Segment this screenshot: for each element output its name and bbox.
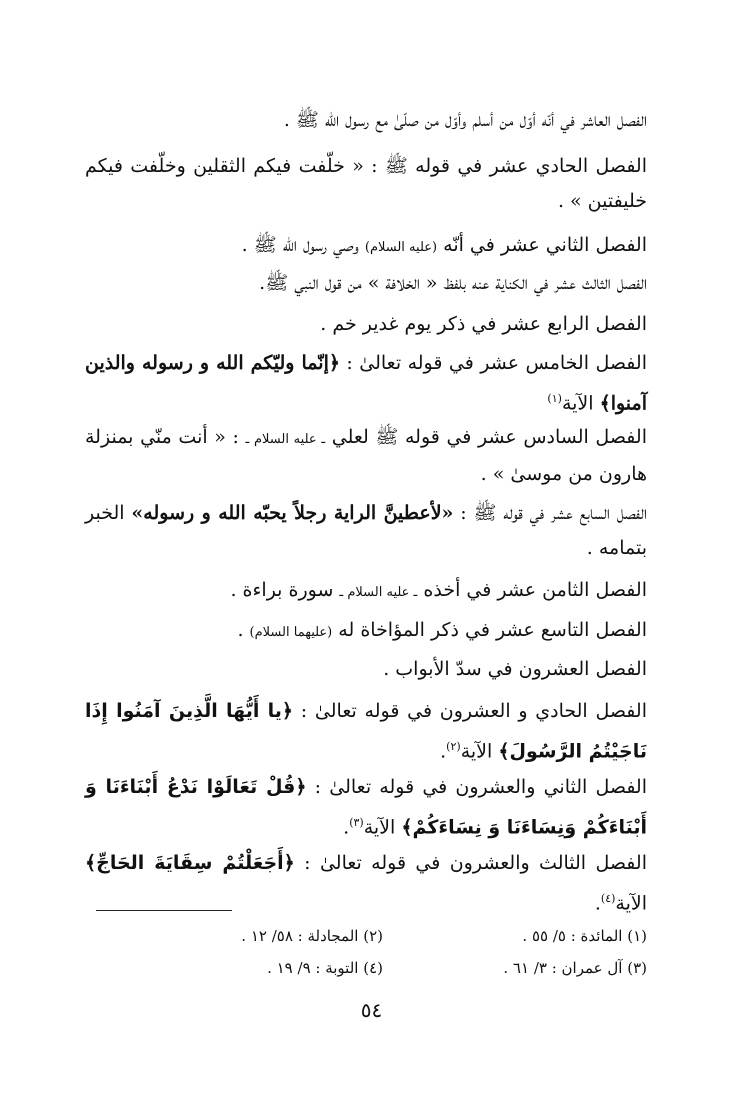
chapter-20-line bbox=[85, 652, 647, 687]
text-run: : « أنت منّي بمنزلة هارون من موسىٰ » . bbox=[85, 426, 647, 485]
text-run: (عليهما السلام) bbox=[249, 625, 333, 640]
text-run: «لأعطينَّ الراية رجلاً يحبّه الله و رسوله» bbox=[131, 502, 454, 524]
text-run: ﴿قُلْ تَعَالَوْا نَدْعُ أَبْنَاءَنَا وَ أَبْنَاءَكُمْ وَنِسَاءَنَا وَ نِسَاءَكُمْ﴾ bbox=[85, 776, 647, 839]
text-run: الفصل الثالث والعشرون في قوله تعالىٰ : bbox=[294, 852, 647, 874]
text-run: ـ عليه السلام ـ bbox=[245, 432, 326, 447]
text-run: الآية bbox=[561, 392, 600, 415]
chapter-22-line bbox=[85, 770, 647, 845]
chapter-15-line bbox=[85, 346, 647, 421]
chapter-10-line bbox=[85, 103, 647, 138]
chapter-16-line bbox=[85, 420, 647, 492]
text-run: ﴿يا أَيُّهَا الَّذِينَ آمَنُوا إِذَا نَاجَيْتُمُ الرَّسُولَ﴾ bbox=[85, 700, 647, 763]
footnote-2: (٢) المجادلة : ٥٨/ ١٢ . bbox=[241, 927, 383, 945]
chapter-17-line bbox=[85, 496, 647, 566]
footnote-1: (١) المائدة : ٥/ ٥٥ . bbox=[522, 927, 647, 945]
chapter-13-line bbox=[85, 266, 647, 301]
text-run: الفصل الثالث عشر في الكناية عنه بلفظ « الخلافة » من قول النبي ﷺ. bbox=[259, 272, 647, 294]
page-number: ٥٤ bbox=[360, 998, 383, 1022]
text-run: (٢) bbox=[446, 740, 461, 753]
text-run: الفصل الثامن عشر في أخذه bbox=[417, 579, 647, 601]
text-run: الفصل السادس عشر في قوله ﷺ لعلي bbox=[325, 426, 647, 448]
text-run: الفصل الحادي و العشرون في قوله تعالىٰ : bbox=[293, 700, 647, 722]
text-run: سورة براءة . bbox=[230, 579, 340, 601]
text-run: ﴿أَجَعَلْتُمْ سِقَايَةَ الحَاجِّ﴾ bbox=[85, 852, 295, 874]
text-run: الآية bbox=[460, 740, 499, 763]
chapter-19-line bbox=[85, 613, 647, 650]
footnote-4: (٤) التوبة : ٩/ ١٩ . bbox=[267, 959, 383, 977]
chapter-11-line bbox=[85, 149, 647, 219]
footnote-divider bbox=[96, 910, 232, 911]
text-run: الفصل الثاني عشر في أنّه bbox=[437, 234, 647, 256]
text-run: الآية bbox=[363, 816, 402, 839]
text-run: . bbox=[237, 619, 250, 641]
text-run: (٤) bbox=[600, 892, 616, 905]
text-run: الفصل العشرون في سدّ الأبواب . bbox=[383, 658, 647, 680]
text-run: الفصل السابع عشر في قوله ﷺ : bbox=[453, 502, 647, 524]
text-run: الفصل التاسع عشر في ذكر المؤاخاة له bbox=[332, 619, 647, 641]
text-run: (١) bbox=[547, 392, 562, 405]
text-run: الفصل الحادي عشر في قوله ﷺ : « خلّفت فيكم الثقلين وخلّفت فيكم خليفتين » . bbox=[85, 155, 647, 212]
footnote-3: (٣) آل عمران : ٣/ ٦١ . bbox=[503, 959, 647, 977]
text-run: ـ عليه السلام ـ bbox=[339, 585, 418, 600]
text-run: الفصل الخامس عشر في قوله تعالىٰ : bbox=[339, 352, 647, 374]
text-run: . bbox=[343, 816, 350, 839]
text-run: الفصل الرابع عشر في ذكر يوم غدير خم . bbox=[320, 313, 647, 335]
chapter-18-line bbox=[85, 573, 647, 610]
chapter-14-line bbox=[85, 307, 647, 342]
text-run: الفصل العاشر في أنّه أوّل من أسلم وأوّل من صلّىٰ مع رسول الله ﷺ . bbox=[283, 109, 647, 131]
text-run: ﴿إنّما وليّكم الله و رسوله والذين آمنوا﴾ bbox=[85, 352, 647, 415]
chapter-12-line bbox=[85, 228, 647, 265]
text-run: وصي رسول الله ﷺ . bbox=[241, 234, 365, 256]
text-run: . bbox=[440, 740, 447, 763]
text-run: الخبر بتمامه . bbox=[85, 502, 647, 559]
chapter-21-line bbox=[85, 694, 647, 769]
text-run: (٣) bbox=[349, 816, 364, 829]
text-run: . bbox=[594, 892, 601, 915]
text-run: الفصل الثاني والعشرون في قوله تعالىٰ : bbox=[306, 776, 647, 798]
text-run: الآية bbox=[615, 892, 647, 915]
text-run: (عليه السلام) bbox=[364, 240, 438, 255]
